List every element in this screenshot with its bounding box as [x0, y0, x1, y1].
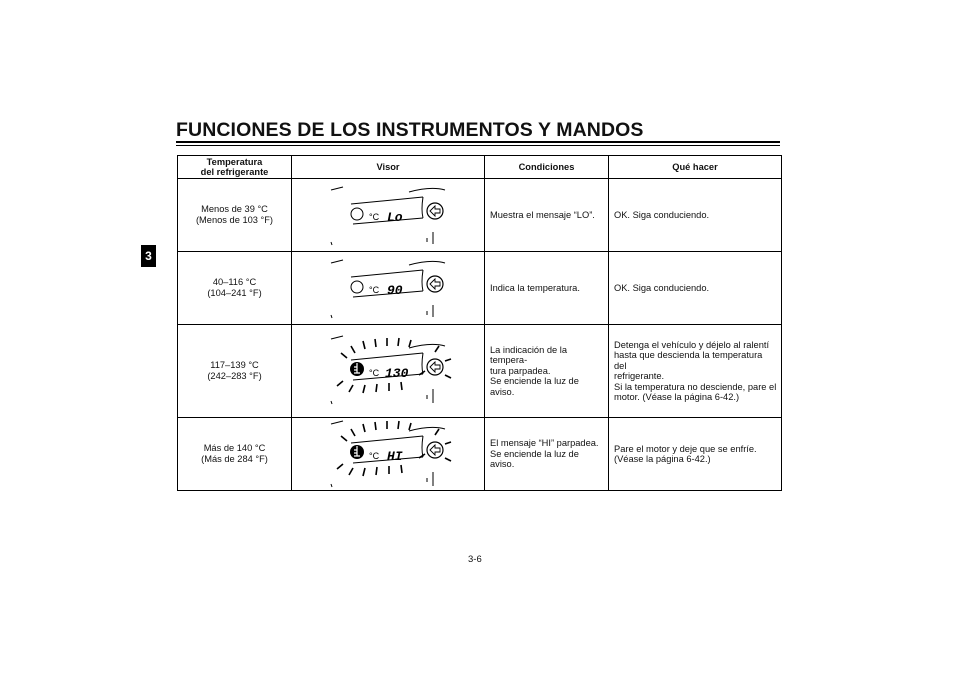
meter-display-illustration-blinking [323, 418, 453, 490]
blink-rays-bottom [337, 464, 402, 476]
page-number: 3-6 [468, 554, 482, 565]
column-header-temperature [178, 156, 292, 179]
display-cell [292, 179, 485, 252]
action-cell: Pare el motor y deje que se enfríe. (Véase la página 6-42.) [609, 418, 782, 491]
table-row [178, 252, 782, 325]
temperature-cell [178, 418, 292, 491]
warning-light-icon [351, 281, 363, 293]
header-rule [176, 141, 780, 143]
temperature-cell [178, 179, 292, 252]
display-cell [292, 418, 485, 491]
meter-display-illustration [323, 182, 453, 248]
action-cell: Detenga el vehículo y déjelo al ralentí hasta que descienda la temperatura del refrigerante. Si la temperatura no desciende, pare el motor. (Véase la página 6-42.) [609, 325, 782, 418]
header-rule-thin [176, 145, 780, 146]
display-cell [292, 325, 485, 418]
conditions-cell: La indicación de la tempera- tura parpadea. Se enciende la luz de aviso. [485, 325, 609, 418]
warning-light-icon [351, 208, 363, 220]
temperature-fahrenheit: (Más de 284 °F) [201, 454, 268, 464]
temperature-celsius: Más de 140 °C [203, 443, 266, 453]
temperature-celsius: Menos de 39 °C [201, 204, 268, 214]
temperature-fahrenheit: (104–241 °F) [207, 288, 262, 298]
column-header-temperature-line2: del refrigerante [200, 167, 269, 177]
temperature-cell [178, 252, 292, 325]
page-title: FUNCIONES DE LOS INSTRUMENTOS Y MANDOS [176, 119, 644, 141]
temperature-unit-label: °C [369, 368, 380, 378]
conditions-cell: Indica la temperatura. [485, 252, 609, 325]
table-row [178, 179, 782, 252]
temperature-celsius: 40–116 °C [212, 277, 257, 287]
table-row [178, 418, 782, 491]
column-header-conditions: Condiciones [485, 156, 609, 179]
temperature-cell [178, 325, 292, 418]
action-cell: OK. Siga conduciendo. [609, 179, 782, 252]
column-header-action: Qué hacer [609, 156, 782, 179]
blink-rays-bottom [337, 381, 402, 393]
temperature-unit-label: °C [369, 451, 380, 461]
table-header-row [178, 156, 782, 179]
action-cell: OK. Siga conduciendo. [609, 252, 782, 325]
table-row [178, 325, 782, 418]
conditions-cell: El mensaje “HI” parpadea. Se enciende la luz de aviso. [485, 418, 609, 491]
lcd-readout: 90 [387, 283, 403, 298]
coolant-temperature-table [177, 155, 782, 491]
column-header-display: Visor [292, 156, 485, 179]
meter-display-illustration [323, 255, 453, 321]
meter-display-illustration-blinking [323, 331, 453, 411]
temperature-fahrenheit: (Menos de 103 °F) [195, 215, 274, 225]
column-header-temperature-line1: Temperatura [206, 157, 263, 167]
lcd-readout: 130 [385, 366, 409, 381]
chapter-tab: 3 [141, 245, 156, 267]
lcd-readout: Lo [387, 210, 403, 225]
temperature-fahrenheit: (242–283 °F) [207, 371, 262, 381]
temperature-unit-label: °C [369, 212, 380, 222]
temperature-unit-label: °C [369, 285, 380, 295]
conditions-cell: Muestra el mensaje “LO”. [485, 179, 609, 252]
temperature-celsius: 117–139 °C [210, 360, 259, 370]
display-cell [292, 252, 485, 325]
lcd-readout: HI [387, 449, 403, 464]
